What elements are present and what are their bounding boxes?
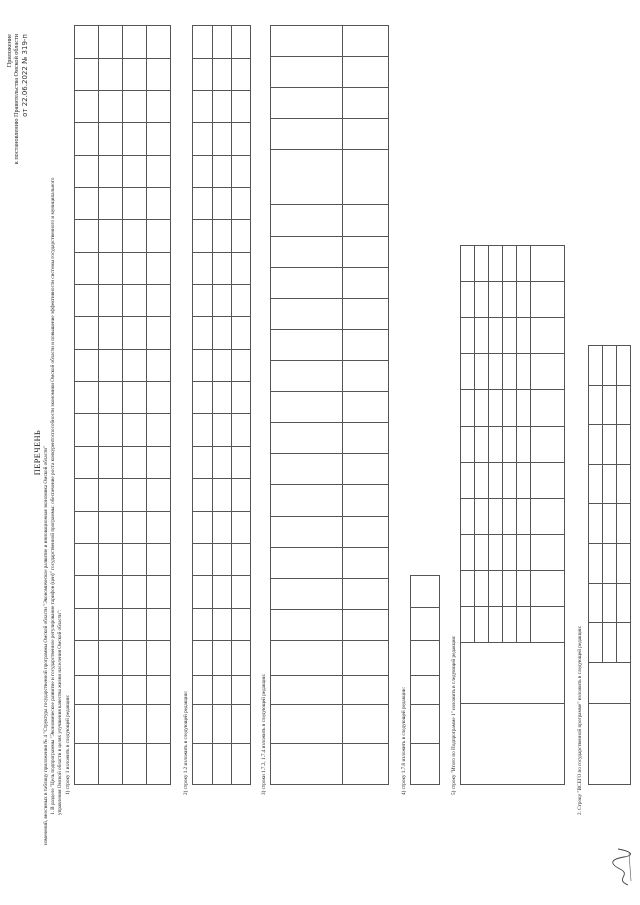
appendix-ref: к постановлению Правительства Омской области (13, 34, 20, 165)
table-grand-total (588, 345, 631, 785)
clause-5: 5) строку "Итого по Подпрограмме 1" изложить в следующей редакции: (451, 635, 457, 795)
clause-total: 2. Строку "ВСЕГО по государственной программе" изложить в следующей редакции: (577, 625, 583, 815)
clause-3: 3) строки 1.7.2, 1.7.4 изложить в следующей редакции: (261, 673, 267, 795)
appendix-label: Приложение (6, 34, 13, 68)
table-rows-1-7 (270, 25, 389, 785)
clause-2: 2) строку 1.2 изложить в следующей редакции: (183, 690, 189, 795)
intro-line-1: 1. В разделе "Цель подпрограммы "Экономическое развитие и государственное регулирование тарифов (цен)" государственной программы: обеспечение роста конкурентоспособности экономики Омской области и повышение эффективности системы государственного и муниципального (50, 177, 56, 815)
handwritten-signature (610, 847, 634, 887)
clause-4: 4) строку 1.7.8 изложить в следующей редакции: (401, 686, 407, 795)
clause-1: 1) строку 1 изложить в следующей редакции: (65, 694, 71, 795)
table-row-1 (74, 25, 171, 785)
table-row-1-2 (192, 25, 251, 785)
table-subtotal (460, 245, 565, 785)
table-row-1-7-8 (410, 575, 440, 785)
document-title: ПЕРЕЧЕНЬ (33, 429, 42, 476)
intro-line-2: управления Омской области в целях улучшения качества жизни населения Омской области": (57, 609, 63, 815)
appendix-date: от 22.06.2022 № 319-п (21, 34, 29, 117)
document-subtitle: изменений, вносимых в таблицу приложения № 4 "Структура государственной программы Омской области "Экономическое развитие и инновационная экономика Омской области" (43, 445, 49, 845)
